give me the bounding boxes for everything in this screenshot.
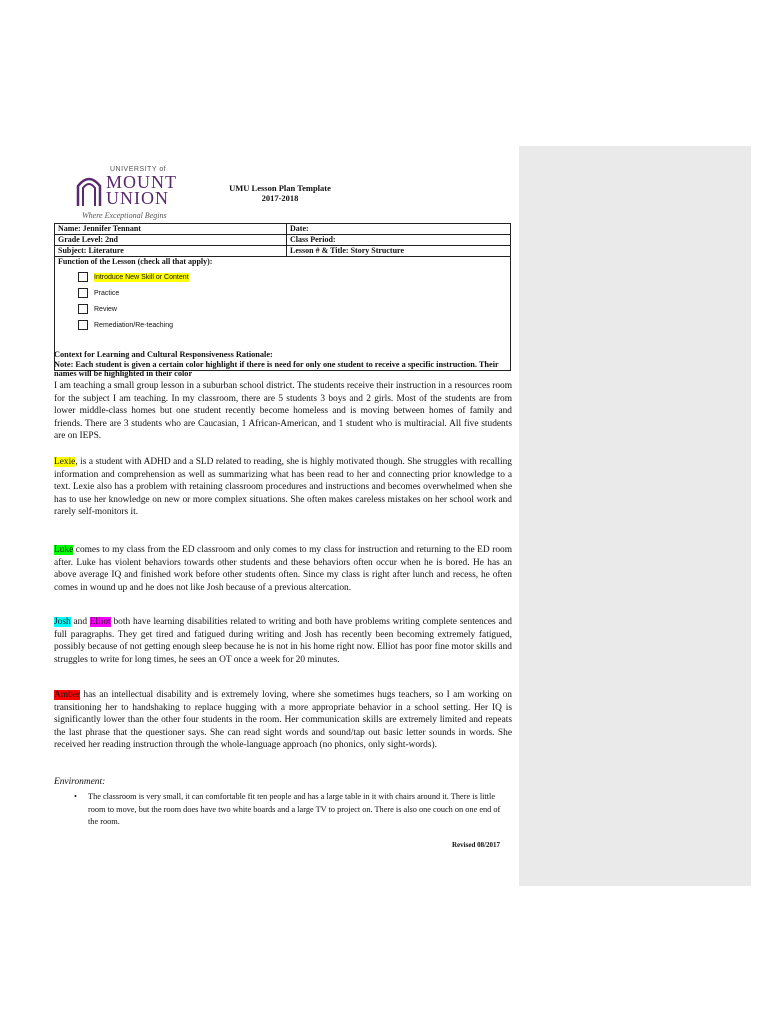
context-paragraph: I am teaching a small group lesson in a suburban school district. The students receive their instruction in a resources room for the subject I am teaching. In my classroom, there are 5 students 3 boys and 2 girls. Most of the students are from lower middle-class homes but one student recently become homeless and is moving between homes of family and friends. There are 3 students who are Caucasian, 1 African-American, and 1 student who is multiracial. All five students are on IEPS. [54,381,512,442]
template-title: UMU Lesson Plan Template [229,183,331,193]
grade-cell[interactable]: Grade Level: 2nd [55,235,287,246]
lexie-text: , is a student with ADHD and a SLD related to reading, she is highly motivated though. She struggles with recalling information and comprehension as well as summarizing what has been read to her and connecting prior knowledge to a text. Lexie also has a problem with retaining classroom procedures and instructions and becomes overwhelmed when she has to use her knowledge on new or more complex situations. She often makes careless mistakes on her school work and rarely self-monitors it. [54,457,512,518]
checkbox-icon[interactable] [78,272,88,282]
function-label: Function of the Lesson (check all that apply): [58,257,213,266]
option-label: Remediation/Re-teaching [94,321,173,329]
lesson-info-table [54,223,511,371]
logo-university: UNIVERSITY of [110,166,167,173]
amber-text: has an intellectual disability and is extremely loving, where she sometimes hugs teachers, so I am working on transitioning her to handshaking to replace hugging with a more appropriate behavior in a school setting. Her IQ is significantly lower than the other four students in the room. Her communication skills are extremely limited and repeats the last phrase that the questioner says. She can read sight words and sound/tap out basic letter sounds in words. She received her reading instruction through the whole-language approach (no phonics, only sight-words). [54,690,512,751]
subject-cell[interactable]: Subject: Literature [55,246,287,257]
and-word: and [70,617,90,627]
amber-name: Amber [54,690,81,700]
mount-union-logo [72,166,182,226]
template-year: 2017-2018 [261,193,299,203]
environment-list [74,791,511,829]
bullet-icon: • [74,792,77,801]
elliot-name: Elliot [89,617,111,627]
revised-date: Revised 08/2017 [452,841,501,849]
date-cell[interactable]: Date: [287,224,511,235]
option-introduce[interactable] [78,272,507,282]
checkbox-icon[interactable] [78,304,88,314]
checkbox-icon[interactable] [78,320,88,330]
class-period-cell[interactable]: Class Period: [287,235,511,246]
context-note: Note: Each student is given a certain color highlight if there is need for only one student to receive a specific instruction. Their names will be highlighted in their color [54,359,499,378]
document-title [210,183,350,203]
checkbox-icon[interactable] [78,288,88,298]
josh-elliot-paragraph [54,616,512,666]
option-remediation[interactable] [78,320,507,330]
context-heading-block [54,350,512,379]
lexie-name: Lexie [54,457,76,467]
luke-paragraph [54,544,512,594]
option-label: Practice [94,289,120,297]
context-heading: Context for Learning and Cultural Responsiveness Rationale: [54,350,273,359]
logo-union: UNION [106,188,169,208]
luke-text: comes to my class from the ED classroom and only comes to my class for instruction and returning to the ED room after. Luke has violent behaviors towards other students and these behaviors often occur when he is bored. He has an above average IQ and finished work before other students often. Since my class is right after lunch and recess, he often comes in wound up and he does not like Josh because of a previous altercation. [54,545,512,593]
environment-item: The classroom is very small, it can comfortable fit ten people and has a large table in it with chairs around it. There is little room to move, but the room does have two white boards and a large TV to project on. There is also one couch on one end of the room. [88,792,501,827]
option-label: Review [94,305,117,313]
environment-heading: Environment: [54,777,106,787]
option-practice[interactable] [78,288,507,298]
option-review[interactable] [78,304,507,314]
logo-mount: MOUNT [106,172,177,192]
lesson-title-cell[interactable]: Lesson # & Title: Story Structure [287,246,511,257]
luke-name: Luke [54,545,74,555]
name-cell[interactable]: Name: Jennifer Tennant [55,224,287,235]
logo-tagline: Where Exceptional Begins [82,211,167,220]
josh-name: Josh [54,617,71,627]
option-label: Introduce New Skill or Content [94,273,189,281]
comment-pane [519,146,751,886]
amber-paragraph [54,689,512,752]
josh-elliot-text: both have learning disabilities related to writing and both have problems writing complete sentences and full paragraphs. They get tired and fatigued during writing and Josh has recently been becoming extremely fatigued, possibly because of not getting enough sleep because he is not in his home right now. Elliot has poor fine motor skills and struggles to write for long times, he sees an OT once a week for 20 minutes. [54,617,512,665]
arch-logo-icon [76,172,102,206]
lexie-paragraph [54,456,512,519]
